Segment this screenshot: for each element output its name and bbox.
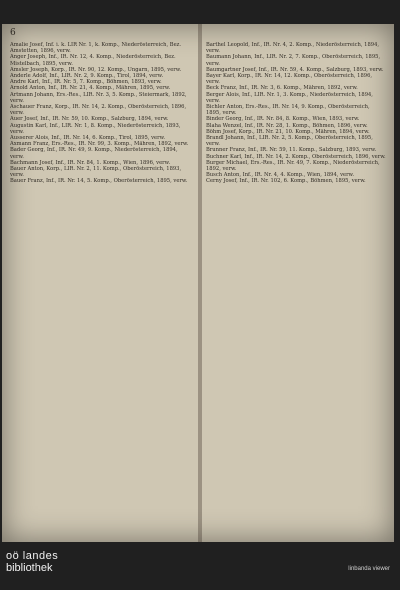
page-number: 6	[10, 28, 16, 38]
list-item: Bauer Anton, Korp., LIR. Nr. 2, 11. Komp., Oberösterreich, 1893, verw.	[10, 166, 182, 179]
logo-line-2: bibliothek	[6, 562, 53, 574]
list-item: Aschauer Franz, Korp., IR. Nr. 14, 2. Komp., Oberösterreich, 1896, verw.	[10, 104, 187, 117]
list-item: Bayer Karl, Korp., IR. Nr. 14, 12. Komp., Oberösterreich, 1896, verw.	[206, 73, 373, 86]
library-logo	[6, 550, 58, 574]
list-item: Arnold Anton, Inf., IR. Nr. 21, 4. Komp., Mähren, 1895, verw.	[10, 85, 171, 92]
list-item: Busch Anton, Inf., IR. Nr. 4, 4. Komp., Wien, 1894, verw.	[206, 172, 355, 179]
list-item: Bauer Franz, Inf., IR. Nr. 14, 5. Komp., Oberösterreich, 1895, verw.	[10, 178, 188, 185]
list-item: Bichler Anton, Ers.-Res., IR. Nr. 14, 9. Komp., Oberösterreich, 1895, verw.	[206, 104, 370, 117]
list-item: Beck Franz, Inf., IR. Nr. 3, 6. Komp., Mähren, 1892, verw.	[206, 85, 358, 92]
list-item: Baumgartner Josef, Inf., IR. Nr. 59, 4. Komp., Salzburg, 1893, verw.	[206, 66, 384, 73]
viewer-label: linbanda viewer	[348, 566, 390, 572]
logo-line-1: oö landes	[6, 550, 59, 562]
list-item: Berger Alois, Inf., LIR. Nr. 1, 3. Komp., Niederösterreich, 1894, verw.	[206, 91, 373, 104]
list-item: Bachmann Josef, Inf., IR. Nr. 84, 1. Komp., Wien, 1896, verw.	[10, 159, 171, 166]
list-item: Brandl Johann, Inf., LIR. Nr. 2, 5. Komp., Oberösterreich, 1895, verw.	[206, 135, 373, 148]
scanned-page	[2, 24, 394, 542]
list-item: Cerny Josef, Inf., IR. Nr. 102, 6. Komp., Böhmen, 1895, verw.	[206, 178, 366, 185]
list-item: Anger Joseph, Inf., IR. Nr. 12, 4. Komp., Niederösterreich, Bez. Mistelbach, 1895, verw.	[10, 54, 176, 67]
list-item: Baumann Johann, Inf., LIR. Nr. 2, 7. Komp., Oberösterreich, 1895, verw.	[206, 54, 381, 67]
list-item: Brunner Franz, Inf., IR. Nr. 59, 11. Komp., Salzburg, 1893, verw.	[206, 147, 377, 154]
list-item: Auer Josef, Inf., IR. Nr. 59, 10. Komp., Salzburg, 1894, verw.	[10, 116, 169, 123]
list-item: Anderle Adolf, Inf., LIR. Nr. 2, 9. Komp., Tirol, 1894, verw.	[10, 73, 164, 80]
left-column	[10, 42, 190, 185]
list-item: Burger Michael, Ers.-Res., IR. Nr. 49, 7. Komp., Niederösterreich, 1892, verw.	[206, 159, 380, 173]
right-column	[206, 42, 386, 185]
list-item: Buchner Karl, Inf., IR. Nr. 14, 2. Komp., Oberösterreich, 1896, verw.	[206, 153, 386, 160]
list-item: Binder Georg, Inf., IR. Nr. 84, 8. Komp., Wien, 1893, verw.	[206, 116, 360, 123]
list-item: Amsler Joseph, Korp., IR. Nr. 90, 12. Komp., Ungarn, 1895, verw.	[10, 66, 182, 73]
list-item: Amalie Josef, Inf. i. k. LIR Nr. 1, k. Komp., Niederösterreich, Bez. Amstetten, 1896, verw.	[10, 42, 182, 55]
list-item: Artmann Johann, Ers.-Res., LIR. Nr. 3, 5. Komp., Steiermark, 1892, verw.	[10, 91, 187, 104]
list-item: Axmann Franz, Ers.-Res., IR. Nr. 99, 3. Komp., Mähren, 1892, verw.	[10, 141, 189, 148]
list-item: Andre Karl, Inf., IR. Nr. 5, 7. Komp., Böhmen, 1893, verw.	[10, 79, 162, 86]
list-item: Augustin Karl, Inf., LIR. Nr. 1, 8. Komp., Niederösterreich, 1893, verw.	[10, 122, 181, 135]
list-item: Ausserer Alois, Inf., IR. Nr. 14, 6. Komp., Tirol, 1895, verw.	[10, 135, 166, 142]
page-gutter	[198, 24, 202, 542]
list-item: Böhm Josef, Korp., IR. Nr. 21, 10. Komp., Mähren, 1894, verw.	[206, 128, 370, 135]
list-item: Bader Georg, Inf., IR. Nr. 49, 9. Komp., Niederösterreich, 1894, verw.	[10, 147, 178, 160]
list-item: Barthel Leopold, Inf., IR. Nr. 4, 2. Komp., Niederösterreich, 1894, verw.	[206, 42, 380, 55]
list-item: Blaha Wenzel, Inf., IR. Nr. 28, 1. Komp., Böhmen, 1896, verw.	[206, 122, 368, 129]
